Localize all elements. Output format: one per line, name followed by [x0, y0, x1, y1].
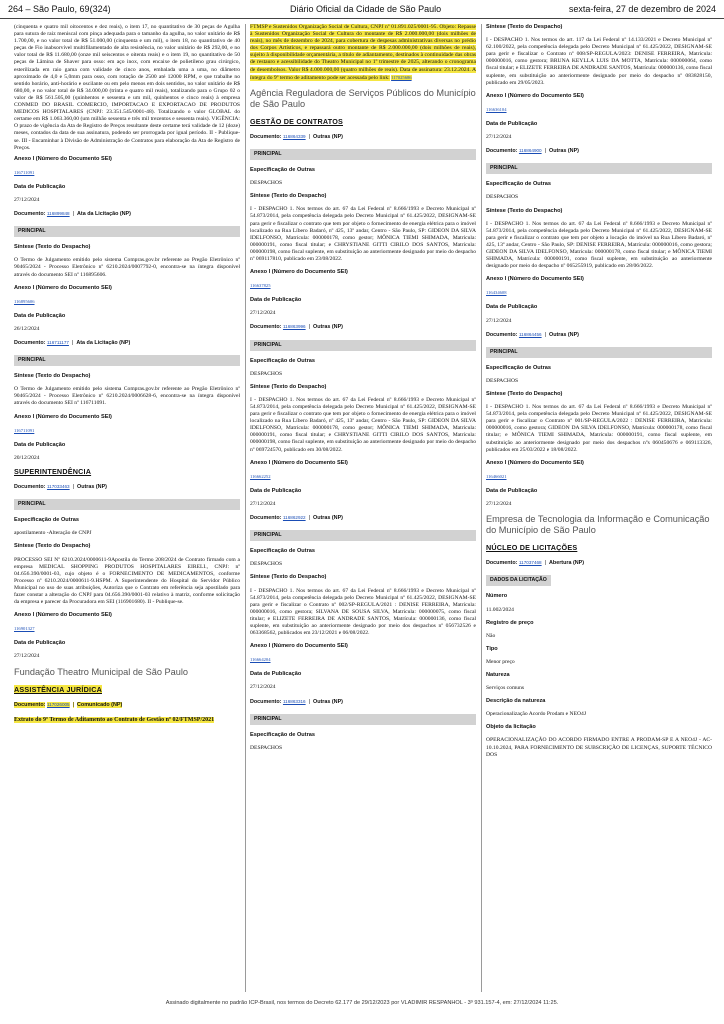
section-bar: PRINCIPAL: [14, 355, 240, 366]
document-type: Outras (NP): [313, 515, 343, 522]
field-label: Natureza: [486, 671, 510, 678]
document-link[interactable]: 116862922: [282, 515, 306, 521]
organization-heading: Fundação Theatro Municipal de São Paulo: [14, 666, 188, 677]
synopsis-label: Síntese (Texto do Despacho): [250, 574, 327, 581]
document-label: Documento:: [14, 211, 46, 218]
annex-label: Anexo I (Número do Documento SEI): [250, 459, 348, 466]
annex-sei-link[interactable]: 116662252: [250, 473, 271, 479]
document-link[interactable]: 117026005: [46, 701, 70, 707]
synopsis-text: PROCESSO SEI Nº 6210.2024/0000611-9Apostila do Termo 208/2024 de Contrato firmado com a empresa MEDICAL SHOPPING PRODUTOS HOSPITALARES EIRELI., CNPJ: nº 04.656.390/0001-03, cujo objeto é o FORNECIMENTO DE MEDICAMENTOS, conforme Processo nº 6210.2024/0000611-9.HSPM. A Superintendente do Hospital do Servidor Público Municipal no uso de suas atribuições, Autoriza que o Contrato em referência seja apostilado para fazer constar a alteração do CNPJ para 04.656.390/0001-03 relativo à matriz, conforme solicitação da empresa e parecer da Procuradora em SEI (116901680). II - Publique-se.: [14, 556, 240, 606]
extract-title: [14, 717, 240, 725]
annex-label: Anexo I (Número do Documento SEI): [250, 269, 348, 276]
annex-sei-link[interactable]: 116901327: [14, 626, 35, 632]
field-label: Registro de preço: [486, 619, 534, 626]
separator: |: [308, 324, 311, 331]
organization-heading: Agência Reguladora de Serviços Públicos do Município de São Paulo: [250, 87, 476, 109]
publication-block: [14, 285, 240, 408]
document-line: [14, 339, 240, 347]
publication-block: [486, 93, 712, 271]
synopsis-text: I - DESPACHO 1. Nos termos do art. 67 da Lei Federal nº 8.666/1993 e Decreto Municipal nº 54.873/2014, pela competência delegada pelo Decreto Municipal nº 61.425/2022, DESIGNAM-SE para gerir e fiscalizar o contrato que tem por objeto o fornecimento de energia elétrica para o imóvel localizado na Rua Líbero Badaró, nº 425, 13º andar, Centro - São Paulo, SP: GIDEON DA SILVA IDELFONSO, Matrícula: 000000178, como gestor; MÔNICA TIEMI SHIMADA, Matrícula: 000000191, como fiscal titular; e CHRYSTIANE GITTI CIRILO DOS SANTOS, Matrícula: 000000198, como fiscal suplente, em substituição ao anteriormente designado por meio do despacho nº 069117810, publicado em 23/08/2022.: [250, 206, 476, 262]
licitation-field: [486, 672, 712, 692]
spec-label: Especificação de Outras: [486, 181, 551, 188]
synopsis-label: Síntese (Texto do Despacho): [486, 391, 563, 397]
section-title-gestao-contratos: GESTÃO DE CONTRATOS: [250, 116, 343, 126]
separator: |: [72, 701, 75, 708]
synopsis-label: Síntese (Texto do Despacho): [14, 244, 91, 251]
publication-date-value: 26/12/2024: [14, 325, 40, 332]
section-bar: PRINCIPAL: [250, 149, 476, 160]
separator: |: [544, 148, 547, 155]
extract-title-text: Extrato do 9º Termo de Aditamento ao Contrato de Gestão nº 02/FTMSP/2021: [14, 716, 215, 723]
publication-date-label: Data de Publicação: [14, 640, 66, 647]
section-bar: PRINCIPAL: [14, 226, 240, 237]
document-label: Documento:: [250, 515, 282, 522]
document-label: Documento:: [14, 484, 46, 491]
annex-sei-link[interactable]: 116664204: [250, 657, 271, 663]
section-bar: PRINCIPAL: [486, 163, 712, 174]
licitation-field: [486, 593, 712, 613]
document-type: Outras (NP): [313, 698, 343, 705]
spec-label: Especificação de Outras: [250, 167, 315, 174]
publication-date-label: Data de Publicação: [14, 441, 66, 448]
publication-block: [486, 460, 712, 508]
spec-label: Especificação de Outras: [250, 548, 315, 555]
document-label: Documento:: [250, 324, 282, 331]
publication-date-label: Data de Publicação: [250, 297, 302, 304]
document-label: Documento:: [250, 133, 282, 140]
separator: |: [544, 560, 547, 567]
synopsis-label: Síntese (Texto do Despacho): [250, 193, 327, 200]
document-line: [250, 133, 476, 141]
publication-date-value: 27/12/2024: [250, 310, 276, 317]
separator: |: [308, 515, 311, 522]
spec-value: DESPACHOS: [486, 377, 519, 384]
separator: |: [71, 340, 74, 346]
synopsis-label: Síntese (Texto do Despacho): [14, 543, 91, 550]
spec-value: DESPACHOS: [250, 561, 283, 568]
annex-label: Anexo I (Número do Documento SEI): [486, 92, 584, 99]
publication-date-value: 27/12/2024: [14, 653, 40, 660]
annex-label: Anexo I (Número do Documento SEI): [14, 155, 112, 162]
annex-sei-link[interactable]: 116466021: [486, 473, 507, 479]
publication-date: sexta-feira, 27 de dezembro de 2024: [568, 4, 716, 14]
synopsis-text: O Termo de Julgamento emitido pelo sistema Compras.gov.br referente ao Pregão Eletrônico nº 90465/2024 - Processo Eletrônico nº 6210.2024/0006628-6, encontra-se na íntegra disponível através do documento SEI nº 116711091.: [14, 386, 240, 407]
publication-date-value: 27/12/2024: [250, 684, 276, 691]
synopsis-text: O Termo de Julgamento emitido pelo sistema Compras.gov.br referente ao Pregão Eletrônico nº 90465/2024 - Processo Eletrônico nº 6210.2024/0007792-0, encontra-se na íntegra disponível através do documento SEI nº 116895606.: [14, 257, 240, 278]
synopsis-label: Síntese (Texto do Despacho): [250, 383, 327, 390]
document-link[interactable]: 117033463: [46, 484, 70, 490]
publication-date-label: Data de Publicação: [14, 183, 66, 190]
document-type: Ata da Licitação (NP): [77, 211, 131, 218]
document-link[interactable]: 116864339: [282, 133, 306, 139]
column-3: [486, 24, 712, 992]
publication-date-value: 27/12/2024: [486, 501, 512, 508]
document-line: [250, 323, 476, 331]
licitation-field: [486, 620, 712, 640]
synopsis-text: I - DESPACHO 1. Nos termos do art. 67 da Lei Federal nº 8.666/1993 e Decreto Municipal nº 54.873/2014, pela competência delegada pelo Decreto Municipal nº 61.425/2022, DESIGNAM-SE para gerir e fiscalizar o contrato que tem por objeto o fornecimento de energia elétrica para o imóvel localizado na Rua Líbero Badaró, nº 425, 13º andar, Centro - São Paulo, SP: GIDEON DA SILVA IDELFONSO, Matrícula: 000000178, como gestor; MÔNICA TIEMI SHIMADA, Matrícula: 000000191, como fiscal titular; e CHRYSTIANE GITTI CIRILO DOS SANTOS, Matrícula: 000000198, como fiscal suplente, em substituição ao anteriormente designado por meio do despacho nº 069724570, publicado em 30/08/2022.: [250, 396, 476, 453]
document-link[interactable]: 116863996: [282, 324, 306, 330]
publication-date-value: 27/12/2024: [250, 500, 276, 507]
publication-date-label: Data de Publicação: [486, 487, 538, 494]
annex-sei-link[interactable]: 116711091: [14, 169, 35, 175]
publication-date-value: 27/12/2024: [14, 196, 40, 203]
document-label: Documento:: [486, 331, 518, 338]
licitation-field: [486, 698, 712, 718]
document-label: Documento:: [14, 340, 46, 346]
section-bar: PRINCIPAL: [14, 499, 240, 510]
publication-date-label: Data de Publicação: [486, 120, 538, 127]
synopsis-text: I - DESPACHO 1. Nos termos do art. 67 da Lei Federal nº 8.666/1993 e Decreto Municipal nº 54.873/2014, pela competência delegada pelo Decreto Municipal nº 61.425/2022, DESIGNAM-SE para gerir e fiscalizar o Contrato nº 001/SP-REGULA/2022 : DENISE FERREIRA, Matrícula: 000000016, como gestora; GIDEON DA SILVA IDELFONSO, Matrícula: 000000178, como fiscal titular; e MÔNICA TIEMI SHIMADA, Matrícula: 000000191, como fiscal suplente, em substituição ao anteriormente designado por meio dos despachos nºs 060450676 e 069113326, publicados em 25/03/2022 e 18/08/2022.: [486, 404, 712, 453]
document-line: [486, 331, 712, 339]
digital-signature-footer: Assinado digitalmente no padrão ICP-Brasil, nos termos do Decreto 62.177 de 29/12/2023 por VLADIMIR RESPANHOL - 3º 931.157-4, em: 27/12/2024 11:25.: [165, 1000, 559, 1006]
publication-date-label: Data de Publicação: [486, 304, 538, 311]
synopsis-label: Síntese (Texto do Despacho): [486, 24, 563, 30]
publication-date-label: Data de Publicação: [250, 487, 302, 494]
column-1: [14, 24, 240, 992]
separator: |: [72, 484, 75, 491]
synopsis-label: Síntese (Texto do Despacho): [486, 207, 563, 214]
publication-date-label: Data de Publicação: [250, 671, 302, 678]
spec-label: Especificação de Outras: [250, 731, 315, 738]
section-bar: PRINCIPAL: [250, 340, 476, 351]
publication-date-value: 27/12/2024: [486, 134, 512, 141]
document-link[interactable]: 116899848: [46, 211, 70, 217]
annex-label: Anexo I (Número do Documento SEI): [14, 612, 112, 619]
annex-label: Anexo I (Número do Documento SEI): [486, 276, 584, 283]
document-type: Outras (NP): [549, 148, 579, 155]
object-text: OPERACIONALIZAÇÃO DO ACORDO FIRMADO ENTRE A PRODAM-SP E A NEO4J - AC-10.10.2024, PARA FORNECIMENTO DE SUBSCRIÇÃO DE LICENÇAS, SUPORTE TÉCNICO DOS: [486, 737, 712, 758]
spec-label: Especificação de Outras: [14, 517, 79, 524]
section-bar: DADOS DA LICITAÇÃO: [486, 575, 551, 586]
page-number-edition: 264 – São Paulo, 69(324): [8, 4, 111, 14]
section-bar: PRINCIPAL: [250, 714, 476, 725]
section-bar: PRINCIPAL: [250, 530, 476, 541]
annex-sei-link[interactable]: 116637825: [250, 283, 271, 289]
annex-sei-link[interactable]: 116434608: [486, 290, 507, 296]
document-link[interactable]: 116864900: [518, 148, 542, 154]
publication-date-value: 20/12/2024: [14, 454, 40, 461]
spec-value: DESPACHOS: [250, 370, 283, 377]
publication-block: [250, 133, 476, 318]
section-bar: PRINCIPAL: [486, 347, 712, 358]
document-line: [486, 147, 712, 155]
document-label: Documento:: [486, 148, 518, 155]
document-line: [250, 698, 476, 706]
publication-block: [14, 414, 240, 462]
document-line: [14, 701, 240, 709]
field-value: Operacionalização Acordo Prodam e NEO4J: [486, 711, 587, 718]
synopsis-label: Síntese (Texto do Despacho): [14, 373, 91, 380]
object-label: Objeto da licitação: [486, 724, 536, 731]
annex-sei-link[interactable]: 116636104: [486, 106, 507, 112]
section-title-assistencia-juridica: [14, 686, 240, 693]
spec-value: apostilamento -Alteração de CNPJ: [14, 530, 92, 537]
spec-label: Especificação de Outras: [250, 357, 315, 364]
document-type: Ata da Licitação (NP): [76, 340, 131, 346]
publication-block: [14, 156, 240, 279]
document-label: Documento:: [14, 701, 46, 708]
field-value: 11.002/2024: [486, 606, 514, 613]
document-link[interactable]: 117037468: [518, 560, 542, 566]
organization-heading: Empresa de Tecnologia da Informação e Comunicação do Município de São Paulo: [486, 514, 710, 536]
annex-sei-link[interactable]: 116895606: [14, 298, 35, 304]
annex-label: Anexo I (Número do Documento SEI): [14, 413, 112, 420]
annex-sei-link[interactable]: 116711091: [14, 427, 35, 433]
extract-link[interactable]: 117025686: [391, 74, 412, 80]
synopsis-text: I - DESPACHO 1. Nos termos do art. 117 da Lei Federal nº 14.133/2021 e Decreto Municipal nº 62.100/2022, pela competência delegada pelo Decreto Municipal nº 61.425/2022, DESIGNAM-SE para gerir e fiscalizar o Contrato nº 008/SP-REGULA/2023: DENISE FERREIRA, Matrícula: 000000016, como gestora; BRUNA KEYLLA LUIS DA MOTTA, Matrícula: 000000064, como fiscal titular; e ELIZETE FERREIRA DE ANDRADE SANTOS, Matrícula: 000000136, como fiscal suplente, em substituição ao anteriormente designado por meio do despacho nº 083828150, publicado em 29/05/2023.: [486, 37, 712, 86]
spec-value: DESPACHOS: [250, 180, 283, 187]
extract-body: [250, 24, 476, 82]
field-label: Tipo: [486, 645, 498, 652]
synopsis-text: I - DESPACHO 1. Nos termos do art. 67 da Lei Federal nº 8.666/1993 e Decreto Municipal nº 54.873/2014, pela competência delegada pelo Decreto Municipal nº 61.425/2022, DESIGNAM-SE para gerir e fiscalizar o contrato que tem por objeto a locação do imóvel na Rua Líbero Badaró, nº 425, 13º andar, Centro - São Paulo, SP: DENISE FERREIRA, Matrícula: 000000016, como gestora; GIDEON DA SILVA IDELFONSO, Matrícula: 000000178, como fiscal titular; e MÔNICA TIEMI SHIMADA, Matrícula: 000000191, como fiscal suplente, em substituição ao anteriormente designado por meio do despacho nº 065255919, publicado em 28/06/2022.: [486, 220, 712, 270]
document-link[interactable]: 116711177: [46, 340, 69, 345]
document-label: Documento:: [486, 560, 518, 567]
field-label: Número: [486, 593, 508, 600]
document-line: [250, 514, 476, 522]
annex-label: Anexo I (Número do Documento SEI): [14, 284, 112, 291]
field-value: Não: [486, 632, 496, 639]
document-type: Outras (NP): [549, 331, 579, 338]
document-type: Comunicado (NP): [77, 701, 123, 708]
annex-label: Anexo I (Número do Documento SEI): [486, 459, 584, 466]
spec-value: DESPACHOS: [486, 194, 519, 201]
document-type: Outras (NP): [313, 133, 343, 140]
section-title-nucleo-licitacoes: NÚCLEO DE LICITAÇÕES: [486, 543, 578, 553]
publication-block: [486, 276, 712, 454]
document-link[interactable]: 116863316: [282, 698, 306, 704]
annex-label: Anexo I (Número do Documento SEI): [250, 643, 348, 650]
field-value: Menor preço: [486, 658, 515, 665]
separator: |: [544, 331, 547, 338]
publication-date-label: Data de Publicação: [14, 312, 66, 319]
publication-block: [250, 514, 476, 692]
document-line: [486, 559, 712, 567]
licitation-field: [486, 646, 712, 666]
field-value: Serviços comuns: [486, 685, 525, 692]
spec-label: Especificação de Outras: [486, 364, 551, 371]
publication-date-value: 27/12/2024: [486, 317, 512, 324]
publication-title: Diário Oficial da Cidade de São Paulo: [290, 4, 442, 14]
publication-block: [250, 323, 476, 508]
synopsis-text: I - DESPACHO 1. Nos termos do art. 67 da Lei Federal nº 8.666/1993 e Decreto Municipal nº 54.873/2014, pela competência delegada pelo Decreto Municipal nº 61.425/2022, DESIGNAM-SE para gerir e fiscalizar o Contrato nº 002/SP-REGULA/2021 : DENISE FERREIRA, Matrícula: 000000016, como gestora; SILVANA DE SOUSA SILVA, Matrícula: 000000075, como fiscal titular; e ELIZETE FERREIRA DE ANDRADE SANTOS, Matrícula: 000000136, como fiscal suplente, em substituição ao anteriormente designado por meio dos despachos nº 056732526 e 063368562, publicados em 23/12/2021 e 06/08/2022.: [250, 587, 476, 637]
document-type: Abertura (NP): [549, 560, 585, 567]
document-label: Documento:: [250, 698, 282, 705]
extract-body-text: FTMSP e Sustenidos Organização Social de Cultura, CNPJ nº 01.891.025/0001-95. Objeto: Repasse à Sustenidos Organização Social de Cultura do montante de R$ 2.000.000,00 (dois milhões de reais), no mês de dezembro de 2024, para cobertura de despesas administrativas diversas no prédio dos Corpos Artísticos, e repassará outro montante de R$ 2.000.000,00 (dois milhões de reais), sujeito à disponibilidade orçamentária, a título de adiantamento, destinados à continuidade das obras de restauro e acessibilidade do Theatro Municipal no 1º trimestre de 2025, alterando o cronograma de desembolsos. Valor R$ 4.000.000,00 (quatro milhões de reais). Data de assinatura: 23.12.2024. A íntegra do 9º termo de aditamento pode ser acessada pelo link:: [250, 24, 476, 81]
field-label: Descrição da natureza: [486, 698, 546, 705]
separator: |: [308, 133, 311, 140]
page-header: [0, 0, 724, 19]
section-title-superintendencia: SUPERINTENDÊNCIA: [14, 466, 92, 476]
separator: |: [308, 698, 311, 705]
document-line: [14, 210, 240, 218]
separator: |: [72, 211, 75, 218]
spec-value: DESPACHOS: [250, 744, 283, 751]
document-type: Outras (NP): [313, 324, 343, 331]
section-title-text: ASSISTÊNCIA JURÍDICA: [14, 684, 102, 694]
continued-text: (cinquenta e quatro mil oitocentos e dez reais), o item 17, no quantitativo de 30 peças de Agulha para sutura de raiz meniscal com pinça adequada para o tamanho da agulha, no valor unitário de R$ 1.700,00, e no valor total de R$ 51.000,00 (cinquenta e um mil), o item 18, no quantitativo de 40 peças de Fio inabsorvível multifilamentado de alta resistência, no valor unitário de R$ 292,00, e no valor total de R$ 11.680,00 (onze mil seiscentos e oitenta reais) e o item 19, no quantitativo de 50 peças de Lâmina de Shaver para osso: em aço inox, com encaixe de polietileno grau cirúrgico, esterilizada em raio gama com validade de cinco anos, embalada uma a uma, no diâmetro aproximado de 4,0 e 5,0mm para osso, com rotação de 2500 até 12000 RPM, e que trabalhe no sentido horário, anti-horário e oscilante ou em pelo menos em dois sentidos, no valor unitário de R$ 680,00, e no valor total de R$ 34.000,00 (trinta e quatro mil reais), totalizando para o Grupo 02 o valor de R$ 561.505,00 (quinhentos e sessenta e um mil, quinhentos e cinco reais) à empresa CONMED DO BRASIL COMERCIO, IMPORTACAO E EXPORTACAO DE PRODUTOS MEDICOS HOSPITALARES (CNPJ: 23.351.545/0001-48). Totalizando o valor GLOBAL do certame em R$ 1.063.360,00 (um milhão sessenta e três mil trezentos e sessenta reais). VIGÊNCIA: O prazo de vigência da Ata de Registro de Preços resultante deste certame terá validade de 12 (doze) meses, contados da data de sua assinatura, podendo ser prorrogada por igual período. II - Publique-se. III - Encaminhar à Divisão de Administração de Contratos para elaboração da Ata de Registro de Preços.: [14, 24, 240, 151]
document-type: Outras (NP): [77, 484, 107, 491]
document-line: [14, 483, 240, 491]
document-link[interactable]: 116864456: [518, 331, 542, 337]
column-2: [250, 24, 476, 992]
